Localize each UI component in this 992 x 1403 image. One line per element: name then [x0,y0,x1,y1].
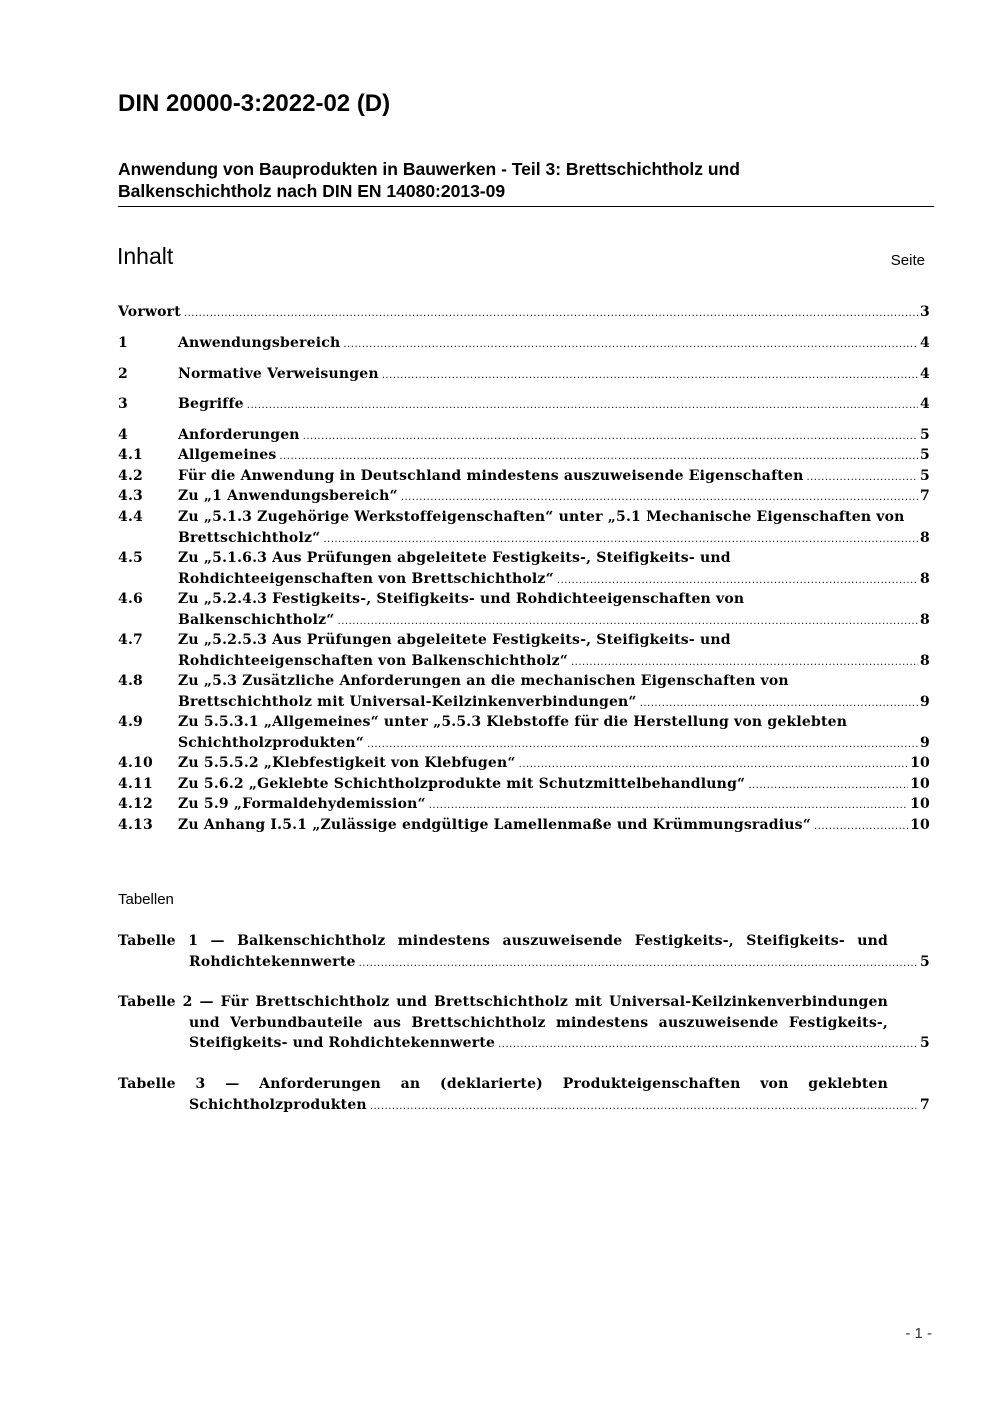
toc-entry-4-4[interactable] [118,507,930,550]
toc-entry-number: 4.1 [118,447,143,463]
toc-entry-4-6[interactable] [118,589,930,632]
leader-dots [640,692,918,715]
table-entry-page: 7 [920,1096,930,1113]
toc-entry-3[interactable] [118,394,930,417]
document-title: DIN 20000-3:2022-02 (D) [118,90,391,117]
toc-entry-title: Zu „5.3 Zusätzliche Anforderungen an die mechanischen Eigenschaften von [178,673,789,689]
toc-entry-page: 5 [920,468,930,484]
toc-entry-page: 10 [910,776,930,792]
toc-entry-page: 10 [910,817,930,833]
toc-entry-title-cont: Brettschichtholz“ [178,529,321,546]
toc-entry-title-cont: Brettschichtholz mit Universal-Keilzinkenverbindungen“ [178,693,637,710]
toc-entry-page: 9 [920,734,930,751]
toc-entry-page: 4 [920,335,930,351]
toc-entry-4-13[interactable] [118,815,930,838]
toc-entry-number: 4.8 [118,673,143,689]
toc-entry-number: 4.6 [118,591,143,607]
toc-entry-title-cont: Rohdichteeigenschaften von Balkenschichtholz“ [178,652,568,669]
toc-entry-title: Allgemeines [178,447,277,463]
toc-entry-page: 9 [920,693,930,710]
table-entry-page: 5 [920,953,930,970]
toc-entry-number: 4.10 [118,755,153,771]
toc-entry-page: 8 [920,652,930,669]
toc-entry-4-7[interactable] [118,630,930,673]
toc-entry-number: 4.2 [118,468,143,484]
toc-entry-number: 4.9 [118,714,143,730]
toc-entry-title-cont: Rohdichteeigenschaften von Brettschichtholz“ [178,570,554,587]
toc-entry-vorwort[interactable] [118,302,930,325]
toc-entry-4-12[interactable] [118,794,930,817]
toc-entry-title: Zu 5.5.3.1 „Allgemeines“ unter „5.5.3 Klebstoffe für die Herstellung von geklebten [178,714,848,730]
toc-entry-1[interactable] [118,333,930,356]
toc-entry-page: 10 [910,796,930,812]
toc-entry-title: Zu 5.6.2 „Geklebte Schichtholzprodukte mit Schutzmittelbehandlung“ [178,776,746,792]
toc-entry-title: Anwendungsbereich [178,335,341,351]
page-column-label: Seite [890,252,925,269]
leader-dots [814,815,908,838]
table-entry-2[interactable] [118,992,930,1056]
toc-entry-number: 4.7 [118,632,143,648]
toc-entry-title: Zu „1 Anwendungsbereich“ [178,488,398,504]
table-entry-1[interactable] [118,931,930,974]
toc-entry-4-8[interactable] [118,671,930,714]
toc-entry-number: 2 [118,366,128,382]
title-divider [118,206,934,207]
toc-entry-number: 4.11 [118,776,153,792]
toc-entry-title: Zu 5.5.5.2 „Klebfestigkeit von Klebfugen“ [178,755,516,771]
toc-entry-page: 4 [920,396,930,412]
toc-entry-page: 8 [920,611,930,628]
leader-dots [401,486,918,509]
toc-entry-title: Zu 5.9 „Formaldehydemission“ [178,796,426,812]
toc-entry-2[interactable] [118,364,930,387]
toc-entry-title: Zu „5.1.3 Zugehörige Werkstoffeigenschaften“ unter „5.1 Mechanische Eigenschaften von [178,509,905,525]
leader-dots [370,1095,918,1118]
leader-dots [343,333,918,356]
leader-dots [519,753,908,776]
toc-entry-4-1[interactable] [118,445,930,468]
toc-entry-page: 3 [920,304,930,320]
table-entry-title-cont: und Verbundbauteile aus Brettschichtholz mindestens auszuweisende Festigkeits-, [189,1014,888,1031]
table-entry-title-cont: Rohdichtekennwerte [189,953,356,970]
toc-entry-page: 8 [920,529,930,546]
leader-dots [359,952,918,975]
table-entry-page: 5 [920,1035,930,1051]
subtitle-line-2: Balkenschichtholz nach DIN EN 14080:2013-09 [118,181,506,201]
toc-entry-title: Normative Verweisungen [178,366,379,382]
leader-dots [247,394,918,417]
toc-entry-4-3[interactable] [118,486,930,509]
toc-entry-title: Zu „5.2.5.3 Aus Prüfungen abgeleitete Festigkeits-, Steifigkeits- und [178,632,731,648]
leader-dots [184,302,918,325]
toc-entry-title: Zu „5.1.6.3 Aus Prüfungen abgeleitete Festigkeits-, Steifigkeits- und [178,550,731,566]
toc-entry-title: Vorwort [118,304,181,320]
toc-entry-title: Anforderungen [178,427,300,443]
toc-entry-title: Zu Anhang I.5.1 „Zulässige endgültige Lamellenmaße und Krümmungsradius“ [178,817,811,833]
toc-entry-page: 5 [920,427,930,443]
table-entry-title: Tabelle 1 — Balkenschichtholz mindestens auszuweisende Festigkeits-, Steifigkeits- und [118,933,888,949]
toc-entry-number: 4.4 [118,509,143,525]
toc-entry-page: 5 [920,447,930,463]
leader-dots [571,651,918,674]
leader-dots [323,528,918,551]
toc-entry-title: Für die Anwendung in Deutschland mindestens auszuweisende Eigenschaften [178,468,804,484]
toc-entry-number: 1 [118,335,128,351]
leader-dots [382,364,918,387]
toc-heading: Inhalt [117,243,174,269]
table-entry-title: Tabelle 2 — Für Brettschichtholz und Brettschichtholz mit Universal-Keilzinkenverbindungen [118,994,888,1010]
table-entry-3[interactable] [118,1074,930,1117]
table-entry-title-cont: Steifigkeits- und Rohdichtekennwerte [189,1035,496,1051]
leader-dots [557,569,918,592]
subtitle-line-1: Anwendung von Bauprodukten in Bauwerken - Teil 3: Brettschichtholz und [118,159,740,179]
leader-dots [429,794,908,817]
toc-entry-page: 8 [920,570,930,587]
toc-entry-number: 4.13 [118,817,153,833]
toc-entry-title: Zu „5.2.4.3 Festigkeits-, Steifigkeits- und Rohdichteeigenschaften von [178,591,745,607]
toc-entry-page: 7 [920,488,930,504]
toc-entry-4-5[interactable] [118,548,930,591]
page-number: - 1 - [905,1325,932,1342]
tables-heading: Tabellen [118,891,174,908]
toc-entry-page: 4 [920,366,930,382]
toc-entry-4-9[interactable] [118,712,930,755]
toc-entry-title: Begriffe [178,396,244,412]
toc-entry-title-cont: Schichtholzprodukten“ [178,734,365,751]
toc-entry-number: 4.3 [118,488,143,504]
toc-entry-number: 4.5 [118,550,143,566]
table-entry-title-cont: Schichtholzprodukten [189,1096,367,1113]
toc-entry-4-10[interactable] [118,753,930,776]
toc-entry-number: 4.12 [118,796,153,812]
toc-entry-number: 4 [118,427,128,443]
document-subtitle [118,158,933,202]
toc-entry-page: 10 [910,755,930,771]
leader-dots [279,445,918,468]
leader-dots [367,733,918,756]
leader-dots [338,610,919,633]
table-entry-title: Tabelle 3 — Anforderungen an (deklarierte) Produkteigenschaften von geklebten [118,1076,888,1092]
toc-entry-number: 3 [118,396,128,412]
toc-entry-title-cont: Balkenschichtholz“ [178,611,335,628]
leader-dots [498,1033,918,1056]
